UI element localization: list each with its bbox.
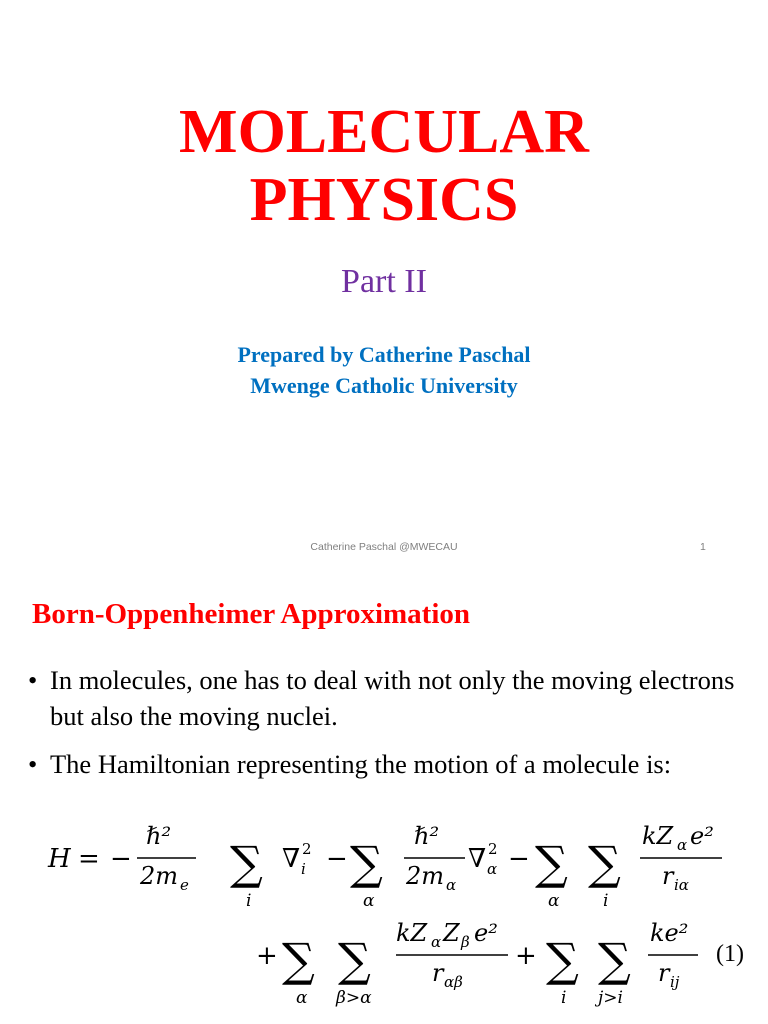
eq-minus-3: − — [508, 844, 530, 874]
title-line-1: MOLECULAR — [179, 98, 589, 166]
sum-i-3-index: i — [561, 988, 567, 1008]
content-slide — [0, 576, 768, 1024]
eq-ke2: ke² — [650, 919, 689, 947]
author-line-2: Mwenge Catholic University — [250, 373, 518, 398]
sum-alpha-3-index: α — [296, 988, 308, 1008]
eq-kZ-1: kZ — [642, 822, 674, 850]
sum-alpha-1: ∑ — [350, 836, 383, 890]
sum-i-1-index: i — [246, 891, 252, 911]
eq-minus-2: − — [326, 844, 348, 874]
eq-2ma: 2m — [406, 862, 445, 890]
nabla-i: ∇ — [282, 844, 301, 874]
sum-i-2-index: i — [603, 891, 609, 911]
equation-number: (1) — [716, 941, 744, 967]
title-line-2: PHYSICS — [249, 166, 519, 234]
footer-text: Catherine Paschal @MWECAU — [310, 541, 458, 553]
slide-heading: Born-Oppenheimer Approximation — [32, 598, 471, 630]
sum-beta: ∑ — [338, 933, 371, 987]
nabla-alpha: ∇ — [468, 844, 487, 874]
eq-e2-1: e² — [690, 822, 714, 850]
sum-alpha-2-index: α — [548, 891, 560, 911]
eq-equals: = — [78, 844, 100, 874]
eq-Zb-sub: β — [461, 933, 470, 951]
eq-kZ-2: kZ — [396, 919, 428, 947]
nabla-i-sub: i — [301, 860, 306, 878]
eq-e2-2: e² — [474, 919, 498, 947]
bullet-dot: • — [28, 665, 38, 695]
eq-minus-1: − — [110, 844, 132, 874]
eq-r-2: r — [432, 959, 444, 987]
eq-r-2-sub: αβ — [444, 973, 463, 991]
eq-ma-sub: α — [446, 876, 457, 894]
eq-me-sub: e — [180, 876, 189, 894]
nabla-alpha-sub: α — [487, 860, 498, 878]
eq-Zb: Z — [443, 919, 460, 947]
bullet-1-text: In molecules, one has to deal with not only the moving electrons but also the moving nuclei. — [50, 665, 735, 731]
eq-2me: 2m — [140, 862, 179, 890]
eq-r-3: r — [658, 959, 670, 987]
author-line-1: Prepared by Catherine Paschal — [237, 342, 531, 367]
hamiltonian-equation — [0, 576, 768, 1024]
eq-r-1-sub: iα — [674, 876, 689, 894]
sum-alpha-3: ∑ — [282, 933, 315, 987]
eq-hbar-1: ℏ² — [146, 822, 172, 850]
nabla-alpha-sq: 2 — [488, 840, 498, 858]
eq-kZ-2-sub: α — [431, 933, 442, 951]
sum-j: ∑ — [598, 933, 631, 987]
eq-r-1: r — [662, 862, 674, 890]
bullet-dot: • — [28, 749, 38, 779]
sum-alpha-1-index: α — [363, 891, 375, 911]
eq-hbar-2: ℏ² — [414, 822, 440, 850]
sum-beta-index: β>α — [336, 988, 372, 1008]
sum-i-1: ∑ — [230, 836, 263, 890]
page-number: 1 — [700, 541, 706, 553]
eq-kZ-1-sub: α — [677, 836, 688, 854]
bullet-2-text: The Hamiltonian representing the motion of a molecule is: — [50, 749, 672, 779]
sum-j-index: j>i — [598, 988, 623, 1008]
eq-r-3-sub: ij — [670, 973, 680, 991]
sum-i-2: ∑ — [588, 836, 621, 890]
eq-H: H — [48, 844, 71, 874]
eq-plus-1: + — [256, 941, 278, 971]
sum-i-3: ∑ — [546, 933, 579, 987]
sum-alpha-2: ∑ — [535, 836, 568, 890]
nabla-i-sq: 2 — [302, 840, 312, 858]
eq-plus-2: + — [515, 941, 537, 971]
subtitle: Part II — [341, 263, 427, 300]
